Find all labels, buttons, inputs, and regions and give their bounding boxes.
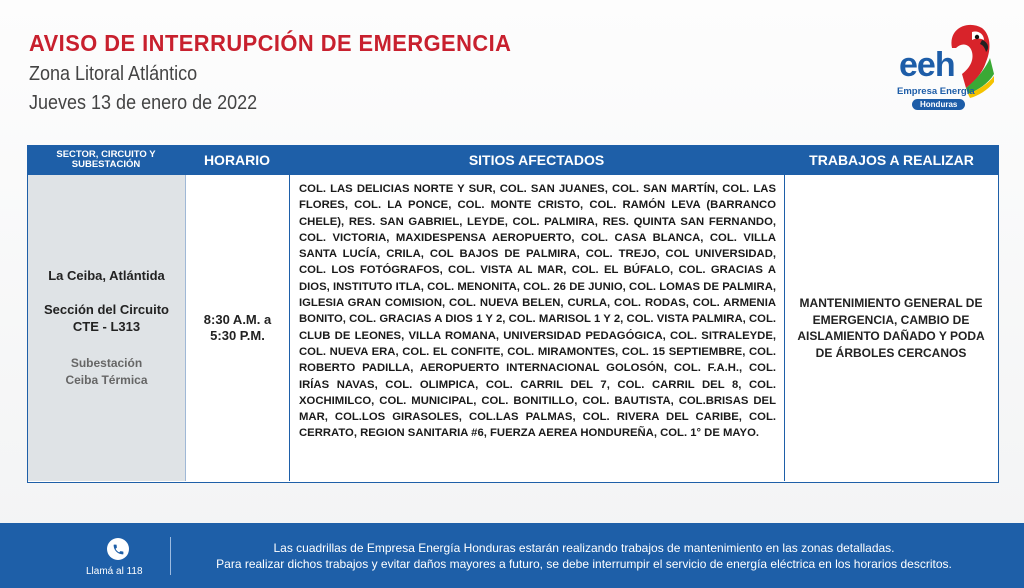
page-title: AVISO DE INTERRUPCIÓN DE EMERGENCIA bbox=[29, 30, 512, 56]
logo-country: Honduras bbox=[912, 99, 965, 110]
substation-line2: Ceiba Térmica bbox=[65, 372, 148, 387]
zone-subtitle: Zona Litoral Atlántico bbox=[29, 63, 198, 85]
date-subtitle: Jueves 13 de enero de 2022 bbox=[29, 92, 258, 114]
table-row bbox=[27, 174, 999, 483]
phone-icon bbox=[107, 538, 129, 560]
footer-divider bbox=[170, 537, 171, 575]
circuit-section-line1: Sección del Circuito bbox=[44, 301, 169, 317]
footer-text-line2: Para realizar dichos trabajos y evitar daños mayores a futuro, se debe interrumpir el servicio de energía eléctrica en los horarios descritos. bbox=[216, 557, 952, 571]
phone-label: Llamá al 118 bbox=[86, 566, 143, 577]
sector-cell bbox=[28, 175, 186, 481]
footer-text-line1: Las cuadrillas de Empresa Energía Honduras estarán realizando trabajos de mantenimiento en las zonas detalladas. bbox=[273, 541, 895, 555]
schedule-line1: 8:30 A.M. a bbox=[203, 312, 272, 327]
circuit-section bbox=[44, 301, 169, 335]
substation-line1: Subestación bbox=[70, 355, 143, 370]
footer-bar bbox=[0, 523, 1024, 588]
substation bbox=[65, 355, 147, 389]
header-sites: SITIOS AFECTADOS bbox=[468, 151, 605, 168]
header-works: TRABAJOS A REALIZAR bbox=[809, 151, 974, 168]
header-schedule: HORARIO bbox=[203, 151, 271, 168]
table-header-row bbox=[27, 145, 999, 174]
logo-abbreviation: eeh bbox=[899, 46, 955, 84]
works-cell: MANTENIMIENTO GENERAL DE EMERGENCIA, CAMBIO DE AISLAMIENTO DAÑADO Y PODA DE ÁRBOLES CERCANOS bbox=[797, 296, 985, 360]
header-sector: SECTOR, CIRCUITO Y SUBESTACIÓN bbox=[56, 148, 156, 170]
outage-table bbox=[27, 145, 999, 483]
schedule-cell bbox=[186, 175, 290, 481]
affected-sites-cell: COL. LAS DELICIAS NORTE Y SUR, COL. SAN JUANES, COL. SAN MARTÍN, COL. LAS FLORES, COL. LA PONCE, COL. MONTE CRISTO, COL. RAMÓN LEVA (BARRANCO CHELE), RES. SAN GABRIEL, LEYDE, COL. PALMIRA, RES. QUINTA SAN FERNANDO, COL. VICTORIA, MAXIDESPENSA AEROPUERTO, COL. CASA BLANCA, COL. VILLA SANTA LUCÍA, CRILA, COL BAJOS DE PALMIRA, COL. TREJO, COL UNIVERSIDAD, COL. LOS FOTÓGRAFOS, COL. VISTA AL MAR, COL. EL BÚFALO, COL. GRACIAS A DIOS, INSTITUTO ITLA, COL. MENONITA, COL. 26 DE JUNIO, COL. LOMAS DE PALMIRA, IGLESIA GRAN COMISION, COL. NUEVA BELEN, CURLA, COL. RODAS, COL. ARMENIA BONITO, COL. GRACIAS A DIOS 1 Y 2, COL. MARISOL 1 Y 2, COL. VISTA PALMIRA, COL. CLUB DE LEONES, VILLA ROMANA, UNIVERSIDAD PEDAGÓGICA, COL. SITRALEYDE, COL. NUEVA ERA, COL. EL CONFITE, COL. MIRAMONTES, COL. 15 SEPTIEMBRE, COL. ROBERTO PADILLA, AEROPUERTO INTERNACIONAL GOLOSÓN, COL. F.A.H., COL. IRÍAS NAVAS, COL. OLIMPICA, COL. CARRIL DEL 7, COL. CARRIL DEL 8, COL. XOCHIMILCO, COL. MUNICIPAL, COL. BONITILLO, COL. BAUTISTA, COL.BRISAS DEL MAR, COL.LOS GIRASOLES, COL.LAS PALMAS, COL. RIVERA DEL CARIBE, COL. CERRATO, REGION SANITARIA #6, FUERZA AEREA HONDUREÑA, COL. 1° DE MAYO. bbox=[290, 175, 785, 481]
schedule-line2: 5:30 P.M. bbox=[210, 328, 265, 343]
logo-company-name: Empresa Energía bbox=[897, 86, 975, 97]
city-name: La Ceiba, Atlántida bbox=[48, 267, 165, 283]
circuit-section-line2: CTE - L313 bbox=[72, 318, 141, 334]
